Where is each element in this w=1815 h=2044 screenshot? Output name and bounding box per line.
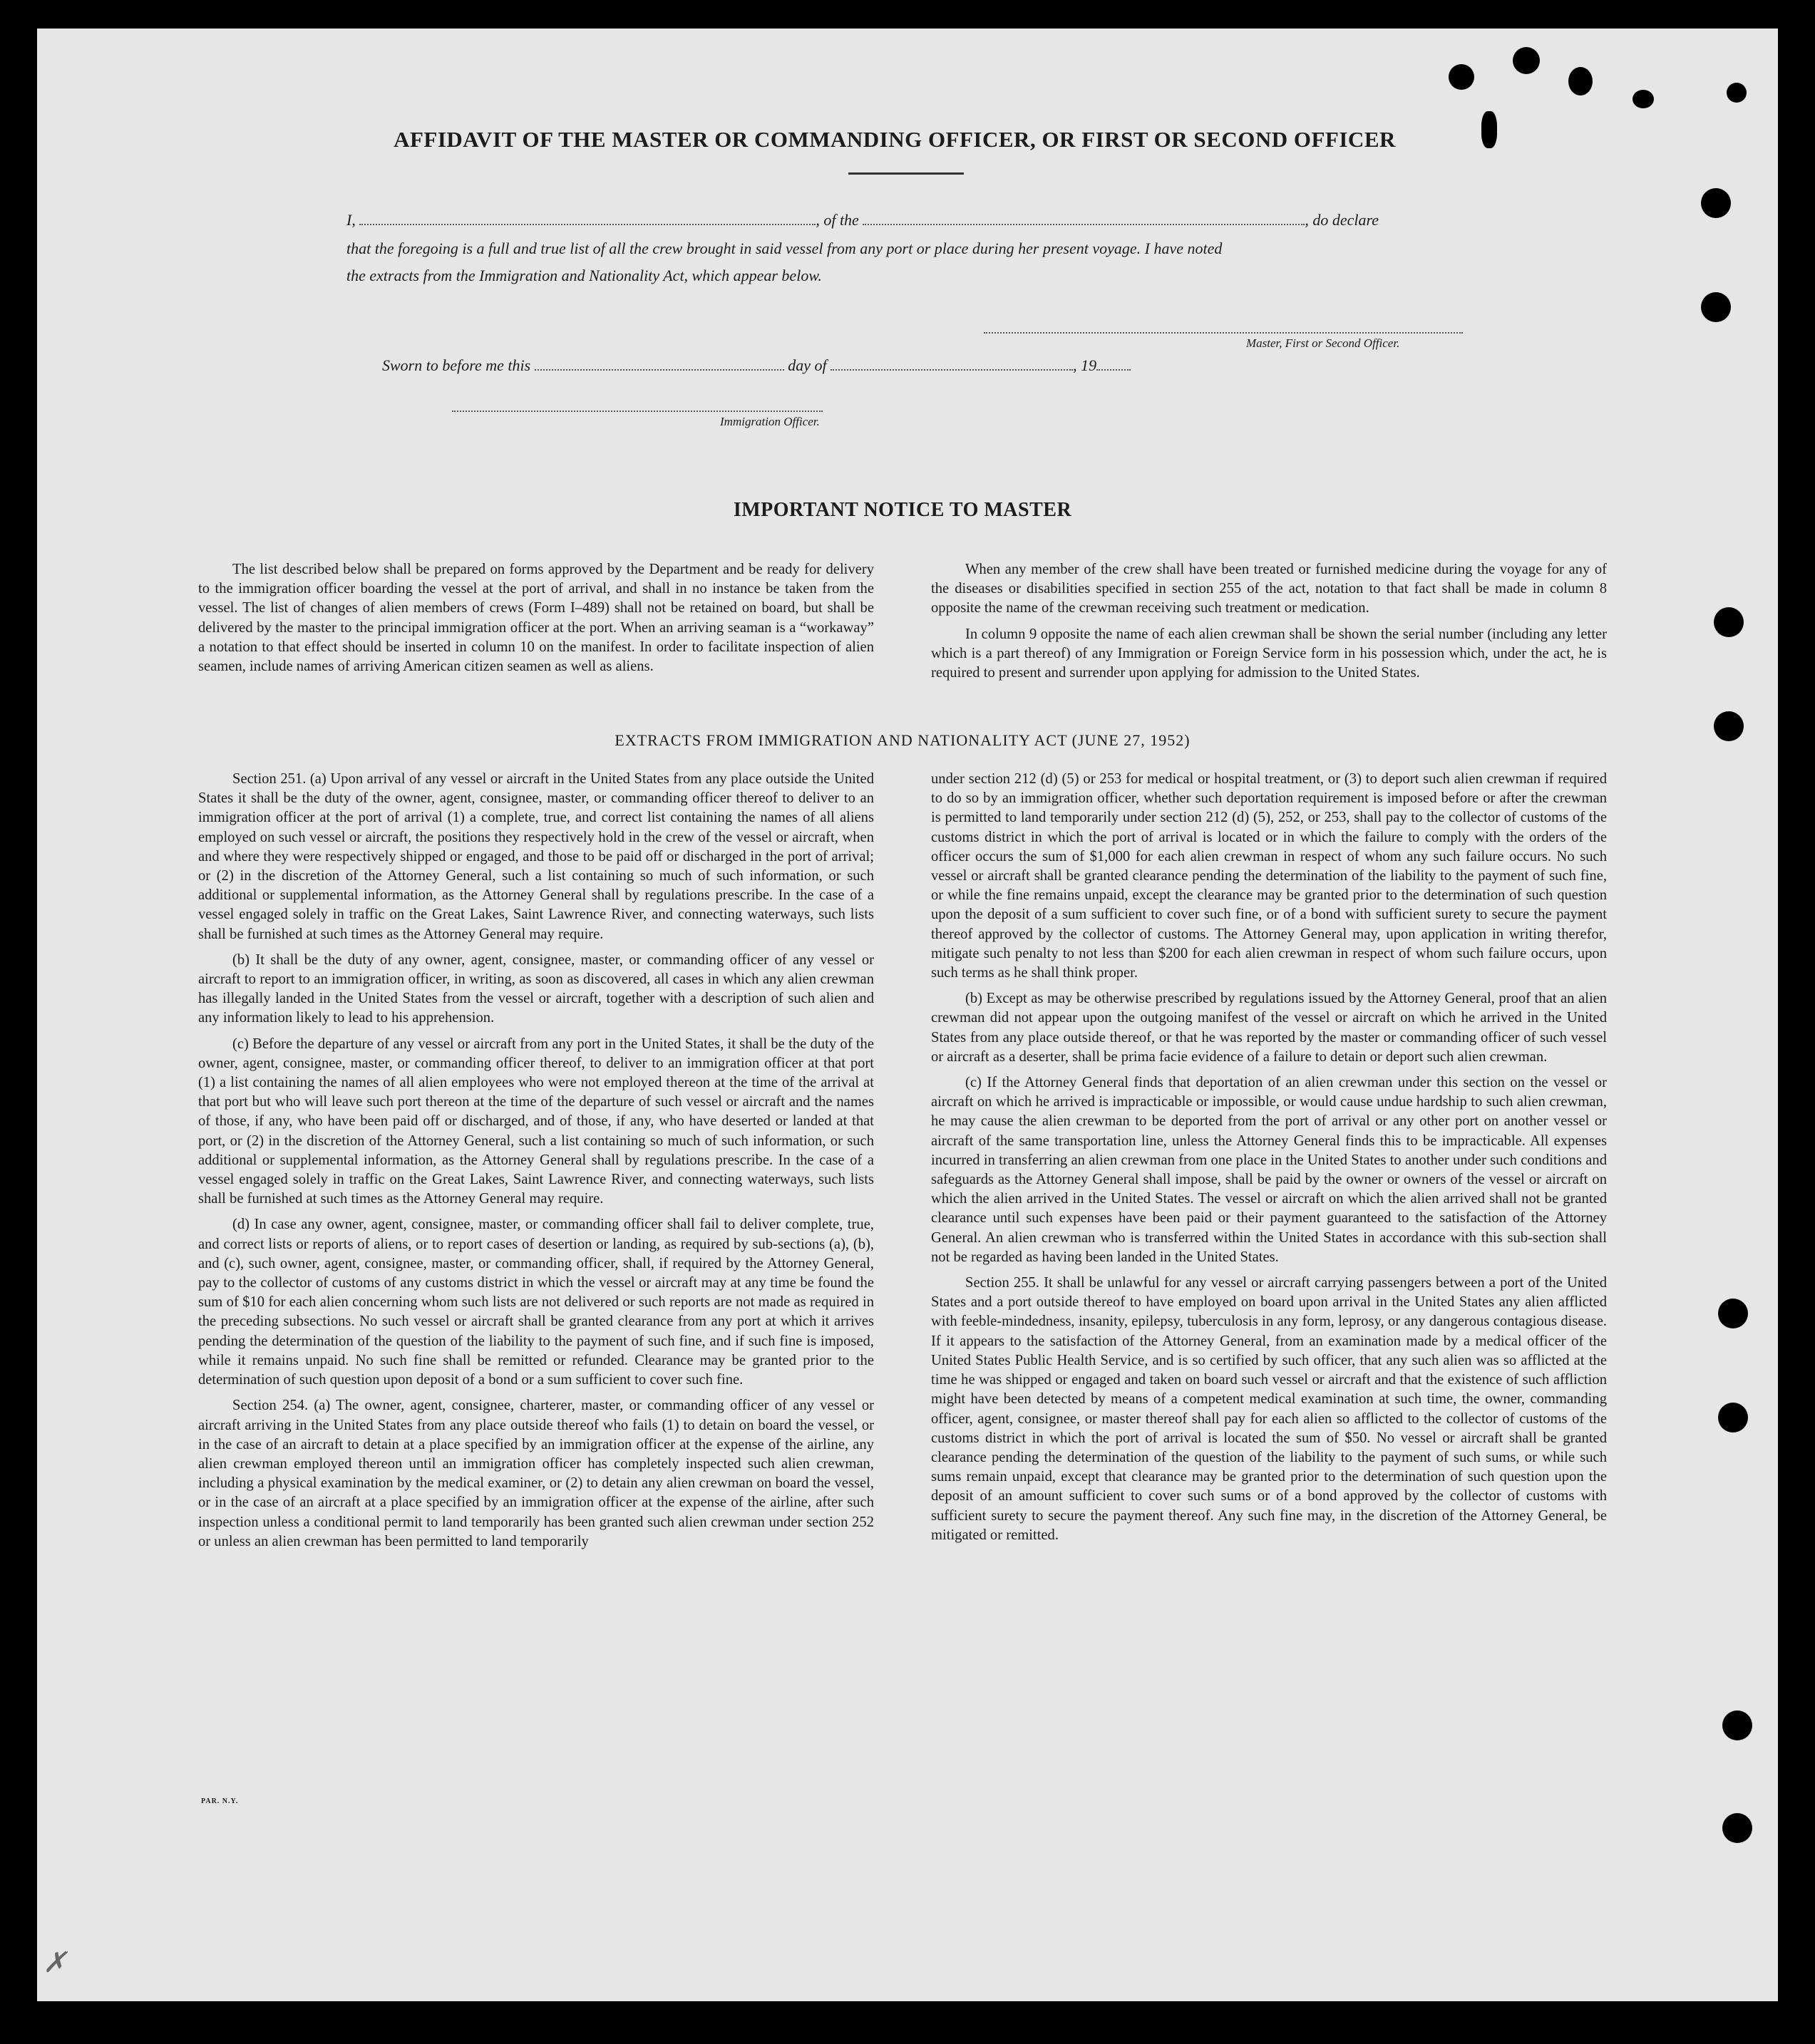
notice-left-paragraph: The list described below shall be prepared on forms approved by the Department and be ready for delivery to the immigration officer boarding the vessel at the port of arrival, and shall in no instance be taken from the vessel. The list of changes of alien members of crews (Form I–489) shall not be retained on board, but shall be delivered by the master to the principal immigration officer at the port. When an arriving seaman is a “workaway” a notation to that effect should be inserted in column 10 on the manifest. In order to facilitate inspection of alien seamen, include names of arriving American citizen seamen as well as aliens.: [198, 562, 874, 675]
notice-right-paragraph-1: When any member of the crew shall have been treated or furnished medicine during the voyage for any of the diseases or disabilities specified in section 255 of the act, notation to that fact shall be made in column 8 opposite the name of the crewman receiving such treatment or medication.: [931, 562, 1607, 616]
punch-hole: [1714, 607, 1744, 637]
ink-speck: [1727, 83, 1747, 103]
vessel-blank[interactable]: [863, 211, 1305, 225]
declaration-line-2: that the foregoing is a full and true list of all the crew brought in said vessel from any port or place during her present voyage. I have noted: [346, 239, 1223, 257]
officer-signature-label: Immigration Officer.: [720, 415, 820, 428]
declaration-line-3: the extracts from the Immigration and Nationality Act, which appear below.: [346, 267, 822, 284]
master-signature-label: Master, First or Second Officer.: [1246, 336, 1400, 350]
notice-left-column: [198, 560, 874, 683]
sworn-label: Sworn to before me this: [382, 356, 531, 374]
margin-scribble: ✗: [43, 1946, 67, 1978]
punch-hole: [1718, 1299, 1748, 1328]
punch-hole: [1701, 292, 1731, 322]
sworn-day-blank[interactable]: [535, 356, 784, 371]
decl-do-declare: , do declare: [1305, 211, 1379, 229]
section-251-a: Section 251. (a) Upon arrival of any vessel or aircraft in the United States from any place outside the United States it shall be the duty of the owner, agent, consignee, master, or commanding officer thereof to deliver to an immigration officer at the port of arrival (1) a complete, true, and correct list containing the names of all aliens employed on such vessel or aircraft, the positions they respectively hold in the crew of the vessel or aircraft, when and where they were respectively shipped or engaged, and those to be paid off or discharged in the port of arrival; or (2) in the discretion of the Attorney General, such a list containing so much of such information, or such additional or supplemental information, as the Attorney General shall by regulations prescribe. In the case of a vessel engaged solely in traffic on the Great Lakes, Saint Lawrence River, and connecting waterways, such lists shall be furnished at such times as the Attorney General may require.: [198, 771, 874, 942]
title-divider: [848, 172, 964, 175]
punch-hole: [1722, 1813, 1752, 1843]
officer-signature-line[interactable]: [452, 411, 823, 412]
section-254-a-continued: under section 212 (d) (5) or 253 for medical or hospital treatment, or (3) to deport such alien crewman if required to do so by an immigration officer, whether such deportation requirement is imposed before or after the crewman is permitted to land temporarily under section 212 (d) (5), 252, or 253, shall pay to the collector of customs of the customs district in which the port of arrival is located or in which the failure to comply with the orders of the officer occurs the sum of $1,000 for each alien crewman in respect of whom any such failure occurs. No such vessel or aircraft shall be granted clearance pending the determination of the liability to the payment of such fine, or while the fine remains unpaid, except the clearance may be granted prior to the determination of such question upon the deposit of a sum sufficient to cover such fine, or of a bond with sufficient surety to secure the payment thereof approved by the collector of customs. The Attorney General may, upon application in writing therefor, mitigate such penalty to not less than $200 for each alien crewman in respect of whom such failure occurs, upon such terms as he shall think proper.: [931, 771, 1607, 981]
section-254-b: (b) Except as may be otherwise prescribed by regulations issued by the Attorney General, proof that an alien crewman did not appear upon the outgoing manifest of the vessel or aircraft on which he arrived in the United States from any place outside thereof, or that he was reported by the master or commanding officer of such vessel or aircraft as a deserter, shall be prima facie evidence of a failure to detain or deport such alien crewman.: [931, 991, 1607, 1065]
punch-hole: [1701, 188, 1731, 218]
year-label: , 19: [1073, 356, 1097, 374]
section-251-c: (c) Before the departure of any vessel or aircraft from any port in the United States, it shall be the duty of the owner, agent, consignee, master, or commanding officer thereof, to deliver to an immigration officer at that port (1) a list containing the names of all alien employees who were not employed thereon at the time of the arrival at that port but who will leave such port thereon at the time of the departure of such vessel or aircraft and the names of those, if any, who have been paid off or discharged, and of those, if any, who have deserted or landed at that port, or (2) in the discretion of the Attorney General, such a list containing so much of such information, or such additional or supplemental information, as the Attorney General shall by regulations prescribe. In the case of a vessel engaged solely in traffic on the Great Lakes, Saint Lawrence River, and connecting waterways, such lists shall be furnished at such times as the Attorney General may require.: [198, 1036, 874, 1207]
section-251-d: (d) In case any owner, agent, consignee, master, or commanding officer shall fail to deliver complete, true, and correct lists or reports of aliens, or to report cases of desertion or landing, as required by sub-sections (a), (b), and (c), such owner, agent, consignee, master, or commanding officer, shall, if required by the Attorney General, pay to the collector of customs of any customs district in which the vessel or aircraft may at any time be found the sum of $10 for each alien concerning whom such lists are not delivered or such reports are not made as required in the preceding subsections. No such vessel or aircraft shall be granted clearance from any port at which it arrives pending the determination of the question of the liability to the payment of such fine, and if such fine is imposed, while it remains unpaid. No such fine shall be remitted or refunded. Clearance may be granted prior to the determination of such question upon deposit of a bond or a sum sufficient to cover such fine.: [198, 1217, 874, 1388]
notice-heading: IMPORTANT NOTICE TO MASTER: [733, 499, 1072, 521]
extracts-heading: EXTRACTS FROM IMMIGRATION AND NATIONALITY ACT (JUNE 27, 1952): [615, 731, 1191, 749]
notice-right-column: [931, 560, 1607, 689]
declaration-line-1: [346, 211, 1379, 229]
printer-imprint: PAR. N.Y.: [201, 1797, 239, 1805]
sworn-month-blank[interactable]: [831, 356, 1073, 371]
notice-right-paragraph-2: In column 9 opposite the name of each alien crewman shall be shown the serial number (including any letter which is a part thereof) of any Immigration or Foreign Service form in his possession which, under the act, he is required to present and surrender upon applying for admission to the United States.: [931, 626, 1607, 681]
punch-hole: [1714, 711, 1744, 741]
name-blank[interactable]: [359, 211, 816, 225]
ink-speck: [1449, 64, 1474, 90]
punch-hole: [1722, 1710, 1752, 1740]
master-signature-line[interactable]: [984, 332, 1463, 334]
ink-speck: [1481, 111, 1497, 148]
ink-speck: [1513, 47, 1540, 74]
day-of-label: day of: [788, 356, 827, 374]
decl-i: I,: [346, 211, 356, 229]
ink-speck: [1633, 90, 1654, 108]
decl-of-the: , of the: [816, 211, 859, 229]
ink-speck: [1568, 67, 1593, 96]
affidavit-title: AFFIDAVIT OF THE MASTER OR COMMANDING OFFICER, OR FIRST OR SECOND OFFICER: [394, 127, 1396, 152]
punch-hole: [1718, 1403, 1748, 1433]
section-254-c: (c) If the Attorney General finds that deportation of an alien crewman under this section on the vessel or aircraft on which he arrived is impracticable or impossible, or would cause undue hardship to such alien crewman, he may cause the alien crewman to be deported from the port of arrival or any other port on another vessel or aircraft of the same transportation line, unless the Attorney General finds this to be impracticable. All expenses incurred in transferring an alien crewman from one place in the United States to another under such conditions and safeguards as the Attorney General shall impose, shall be paid by the owner or owners of the vessel or aircraft on which the alien arrived in the United States. The vessel or aircraft on which the alien arrived shall not be granted clearance until such expenses have been paid or their payment guaranteed to the satisfaction of the Attorney General. An alien crewman who is transferred within the United States in accordance with this sub-section shall not be regarded as having been landed in the United States.: [931, 1075, 1607, 1265]
section-254-a: Section 254. (a) The owner, agent, consignee, charterer, master, or commanding officer of any vessel or aircraft arriving in the United States from any place outside thereof who fails (1) to detain on board the vessel, or in the case of an aircraft to detain at a place specified by an immigration officer at the expense of the airline, any alien crewman employed thereon until an immigration officer has completely inspected such alien crewman, including a physical examination by the medical examiner, or (2) to detain any alien crewman on board the vessel, or in the case of an aircraft at a place specified by an immigration officer at the expense of the airline, after such inspection unless a conditional permit to land temporarily has been granted such alien crewman under section 252 or unless an alien crewman has been permitted to land temporarily: [198, 1398, 874, 1549]
sworn-line: [382, 356, 1131, 375]
extracts-right-column: [931, 770, 1607, 1552]
section-251-b: (b) It shall be the duty of any owner, agent, consignee, master, or commanding officer of any vessel or aircraft to report to an immigration officer, in writing, as soon as discovered, all cases in which any alien crewman has illegally landed in the United States from the vessel or aircraft, together with a description of such alien and any information likely to lead to his apprehension.: [198, 951, 874, 1026]
year-blank[interactable]: [1096, 356, 1131, 371]
extracts-left-column: [198, 770, 874, 1558]
section-255: Section 255. It shall be unlawful for any vessel or aircraft carrying passengers between a port of the United States and a port outside thereof to have employed on board upon arrival in the United States any alien afflicted with feeble-mindedness, insanity, epilepsy, tuberculosis in any form, leprosy, or any dangerous contagious disease. If it appears to the satisfaction of the Attorney General, from an examination made by a medical officer of the United States Public Health Service, and is so certified by such officer, that any such alien was so afflicted at the time he was shipped or engaged and taken on board such vessel or aircraft and that the existence of such affliction might have been detected by means of a competent medical examination at such time, the owner, commanding officer, agent, consignee, or master thereof shall pay for each alien so afflicted to the collector of customs of the customs district in which the port of arrival is located the sum of $50. No vessel or aircraft shall be granted clearance pending the determination of the question of the liability to the payment of such sums, or while such sums remain unpaid, except that clearance may be granted prior to the determination of such question upon the deposit of an amount sufficient to cover such sums or of a bond approved by the collector of customs with sufficient surety to secure the payment thereof. Any such fine may, in the discretion of the Attorney General, be mitigated or remitted.: [931, 1275, 1607, 1543]
